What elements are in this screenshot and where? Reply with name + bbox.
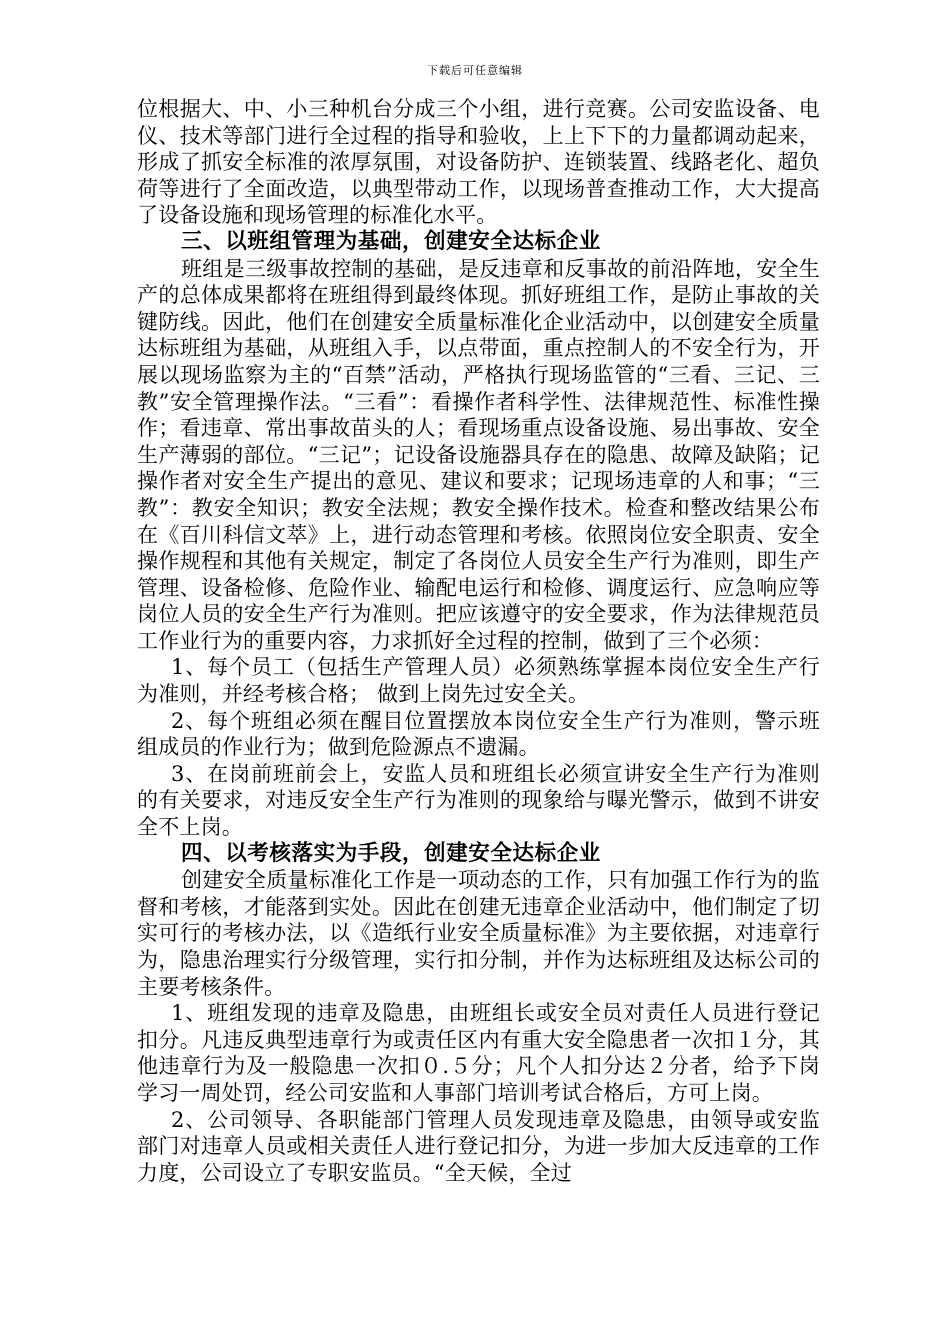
list-item-2: 2、每个班组必须在醒目位置摆放本岗位安全生产行为准则，警示班组成员的作业行为；做到危险源点不遗漏。 [137,708,820,760]
list-item-assessment-1: 1、班组发现的违章及隐患，由班组长或安全员对责任人员进行登记扣分。凡违反典型违章行为或责任区内有重大安全隐患者一次扣１分，其他违章行为及一般隐患一次扣０.５分；凡个人扣分达２分者，给予下岗学习一周处罚，经公司安监和人事部门培训考试合格后，方可上岗。 [137,1001,820,1105]
paragraph-team-management: 班组是三级事故控制的基础，是反违章和反事故的前沿阵地，安全生产的总体成果都将在班组得到最终体现。抓好班组工作，是防止事故的关键防线。因此，他们在创建安全质量标准化企业活动中，以创建安全质量达标班组为基础，从班组入手，以点带面，重点控制人的不安全行为，开展以现场监察为主的“百禁”活动，严格执行现场监管的“三看、三记、三教”安全管理操作法。“三看”：看操作者科学性、法律规范性、标准性操作；看违章、常出事故苗头的人；看现场重点设备设施、易出事故、安全生产薄弱的部位。“三记”；记设备设施器具存在的隐患、故障及缺陷；记操作者对安全生产提出的意见、建议和要求；记现场违章的人和事；“三教”：教安全知识；教安全法规；教安全操作技术。检查和整改结果公布在《百川科信文萃》上，进行动态管理和考核。依照岗位安全职责、安全操作规程和其他有关规定，制定了各岗位人员安全生产行为准则，即生产管理、设备检修、危险作业、输配电运行和检修、调度运行、应急响应等岗位人员的安全生产行为准则。把应该遵守的安全要求，作为法律规范员工作业行为的重要内容，力求抓好全过程的控制，做到了三个必须： [137,256,820,653]
list-item-assessment-2: 2、公司领导、各职能部门管理人员发现违章及隐患，由领导或安监部门对违章人员或相关责任人进行登记扣分，为进一步加大反违章的工作力度，公司设立了专职安监员。“全天候，全过 [137,1107,820,1185]
paragraph-continuation: 位根据大、中、小三种机台分成三个小组，进行竞赛。公司安监设备、电仪、技术等部门进行全过程的指导和验收，上上下下的力量都调动起来，形成了抓安全标准的浓厚氛围，对设备防护、连锁装置、线路老化、超负荷等进行了全面改造，以典型带动工作，以现场普查推动工作，大大提高了设备设施和现场管理的标准化水平。 [137,97,820,228]
page-header: 下载后可任意编辑 [427,64,523,77]
section-heading-4: 四、以考核落实为手段，创建安全达标企业 [181,840,601,866]
section-heading-3: 三、以班组管理为基础，创建安全达标企业 [181,228,601,254]
paragraph-assessment: 创建安全质量标准化工作是一项动态的工作，只有加强工作行为的监督和考核，才能落到实处。因此在创建无违章企业活动中，他们制定了切实可行的考核办法，以《造纸行业安全质量标准》为主要依据，对违章行为，隐患治理实行分级管理，实行扣分制，并作为达标班组及达标公司的主要考核条件。 [137,868,820,999]
list-item-1: 1、每个员工（包括生产管理人员）必须熟练掌握本岗位安全生产行为准则，并经考核合格； 做到上岗先过安全关。 [137,655,820,707]
list-item-3: 3、在岗前班前会上，安监人员和班组长必须宣讲安全生产行为准则的有关要求，对违反安全生产行为准则的现象给与曝光警示，做到不讲安全不上岗。 [137,761,820,840]
document-body [137,96,820,1186]
